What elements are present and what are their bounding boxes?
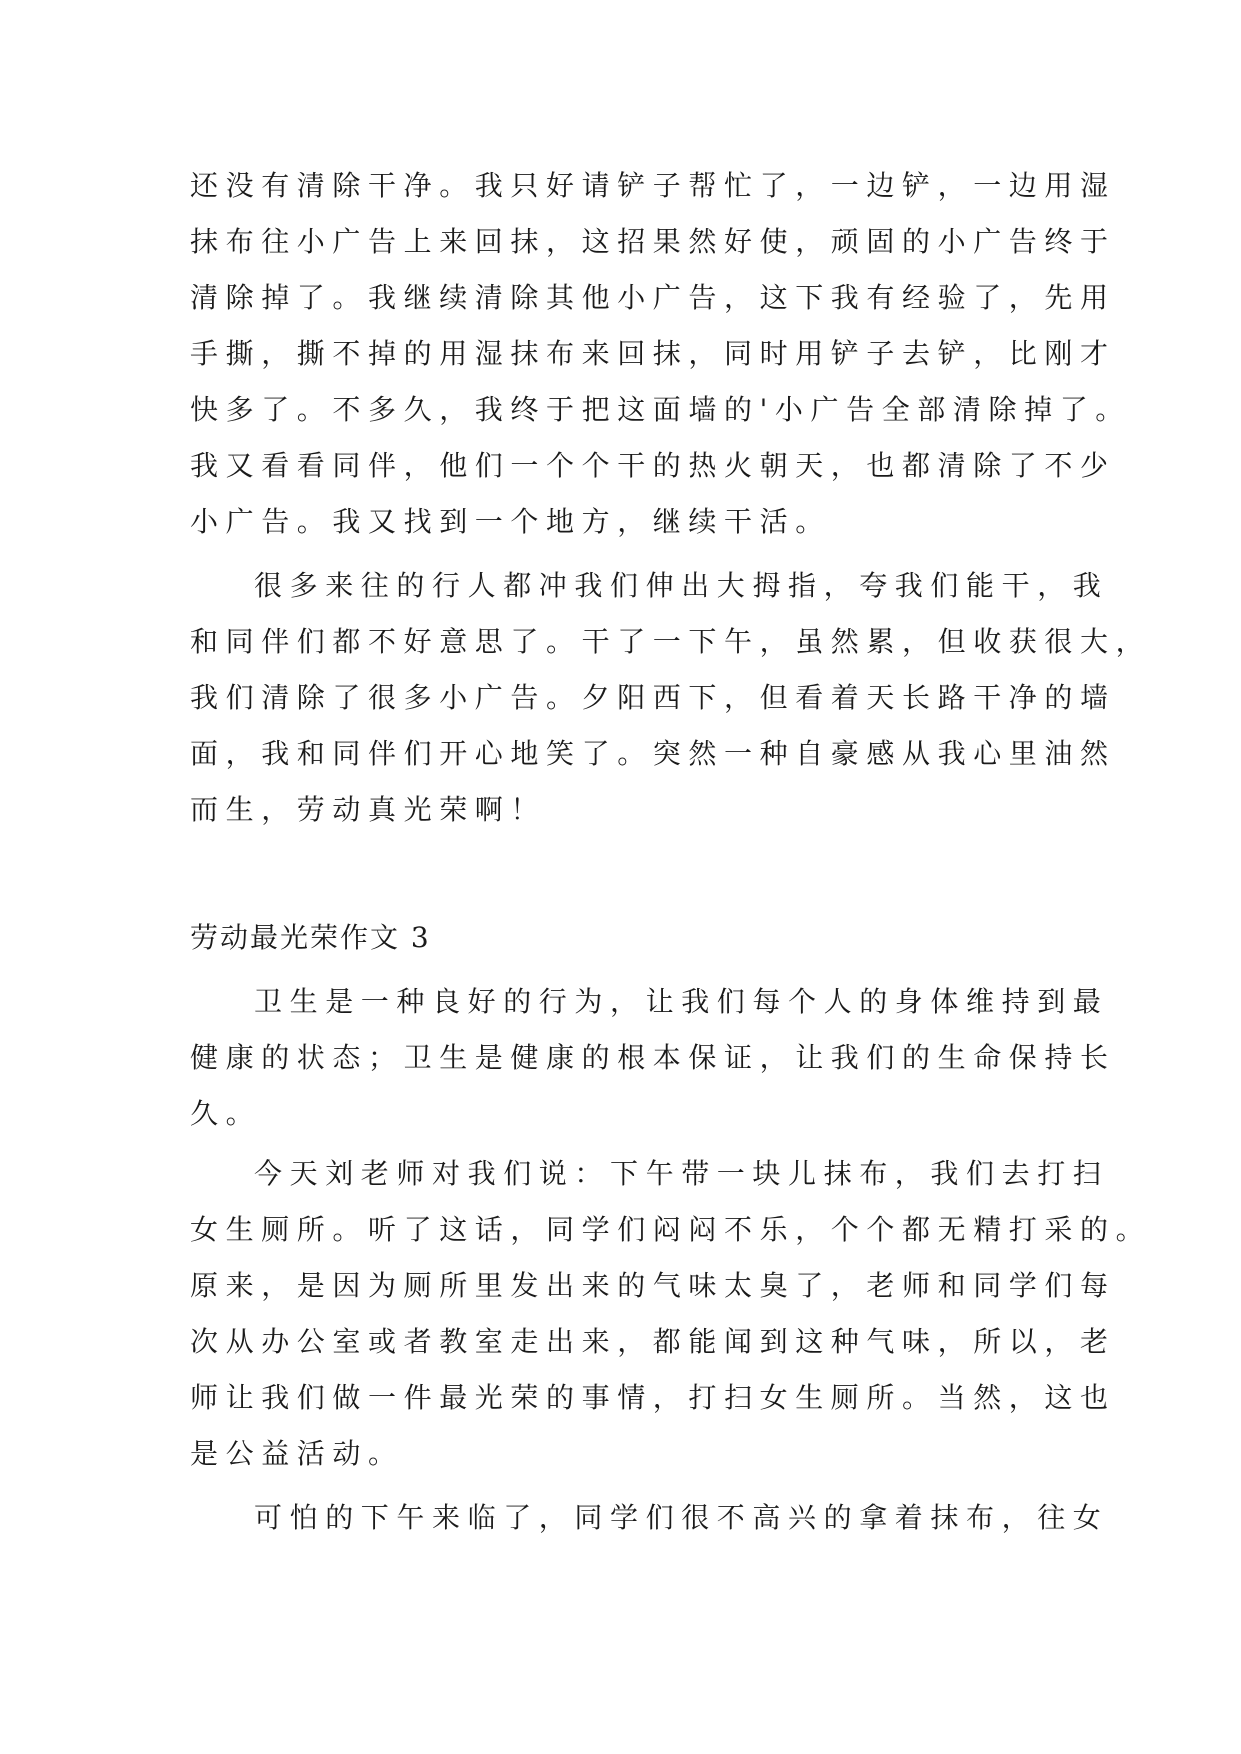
paragraph-line: 是公益活动。 <box>190 1437 404 1470</box>
paragraph-line: 很多来往的行人都冲我们伸出大拇指，夸我们能干，我 <box>254 569 1109 602</box>
paragraph-line: 可怕的下午来临了，同学们很不高兴的拿着抹布，往女 <box>254 1501 1109 1534</box>
paragraph-line: 抹布往小广告上来回抹，这招果然好使，顽固的小广告终于 <box>190 225 1116 258</box>
paragraph-line: 而生，劳动真光荣啊！ <box>190 793 547 826</box>
paragraph-line: 小广告。我又找到一个地方，继续干活。 <box>190 505 831 538</box>
paragraph-line: 原来，是因为厕所里发出来的气味太臭了，老师和同学们每 <box>190 1269 1116 1302</box>
paragraph-line: 卫生是一种良好的行为，让我们每个人的身体维持到最 <box>254 985 1109 1018</box>
paragraph-line: 快多了。不多久，我终于把这面墙的'小广告全部清除掉了。 <box>190 393 1131 426</box>
paragraph-line: 和同伴们都不好意思了。干了一下午，虽然累，但收获很大， <box>190 625 1152 658</box>
paragraph-line: 女生厕所。听了这话，同学们闷闷不乐，个个都无精打采的。 <box>190 1213 1152 1246</box>
paragraph-line: 健康的状态；卫生是健康的根本保证，让我们的生命保持长 <box>190 1041 1116 1074</box>
paragraph-line: 还没有清除干净。我只好请铲子帮忙了，一边铲，一边用湿 <box>190 169 1116 202</box>
paragraph-line: 清除掉了。我继续清除其他小广告，这下我有经验了，先用 <box>190 281 1116 314</box>
paragraph-line: 面，我和同伴们开心地笑了。突然一种自豪感从我心里油然 <box>190 737 1116 770</box>
paragraph-line: 今天刘老师对我们说：下午带一块儿抹布，我们去打扫 <box>254 1157 1109 1190</box>
paragraph-line: 我们清除了很多小广告。夕阳西下，但看着天长路干净的墙 <box>190 681 1116 714</box>
section-heading: 劳动最光荣作文 3 <box>190 921 431 954</box>
paragraph-line: 我又看看同伴，他们一个个干的热火朝天，也都清除了不少 <box>190 449 1116 482</box>
paragraph-line: 次从办公室或者教室走出来，都能闻到这种气味，所以，老 <box>190 1325 1116 1358</box>
paragraph-line: 师让我们做一件最光荣的事情，打扫女生厕所。当然，这也 <box>190 1381 1116 1414</box>
paragraph-line: 手撕，撕不掉的用湿抹布来回抹，同时用铲子去铲，比刚才 <box>190 337 1116 370</box>
paragraph-line: 久。 <box>190 1097 262 1130</box>
